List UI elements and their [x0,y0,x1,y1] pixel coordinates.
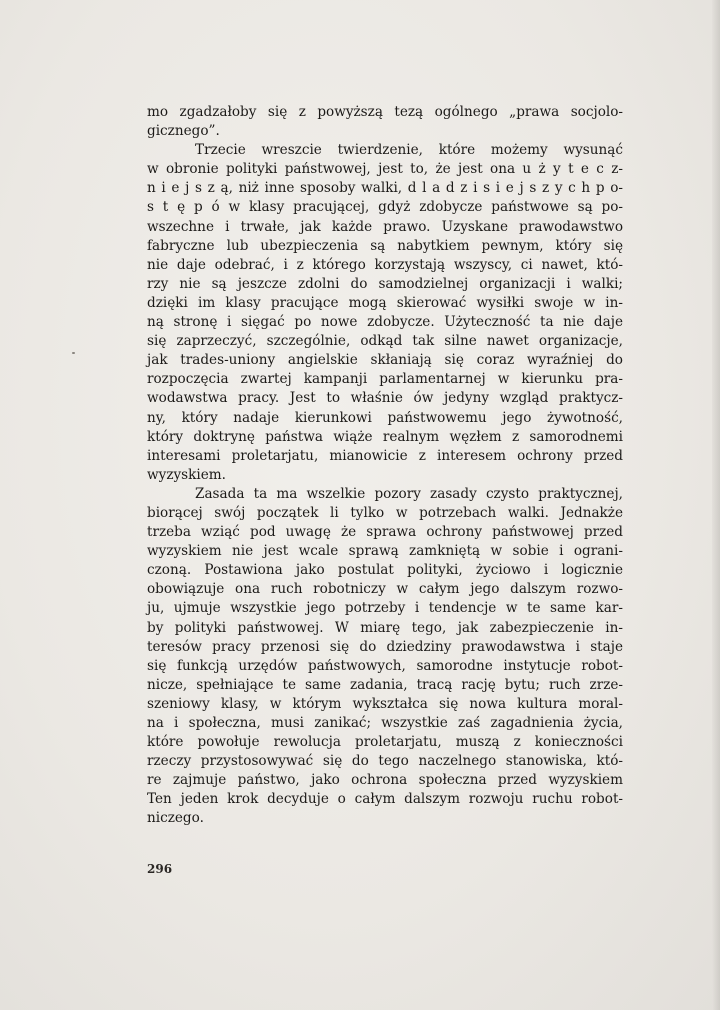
text-line: biorącej swój początek li tylko w potrzebach walki. Jednakże [147,504,623,521]
text-line: wyzyskiem nie jest wcale sprawą zamkniętą w sobie i ograni- [147,543,623,560]
text-line: w obronie polityki państwowej, jest to, że jest ona u ż y t e c z- [147,161,623,178]
text-line: Ten jeden krok decyduje o całym dalszym rozwoju ruchu robot- [147,791,623,808]
text-line: czoną. Postawiona jako postulat polityki, życiowo i logicznie [147,562,623,579]
page-edge-shadow [712,0,720,1010]
text-line: niczego. [147,810,204,827]
text-line: interesami proletarjatu, mianowicie z interesem ochrony przed [147,447,623,464]
text-line: jak trades-uniony angielskie skłaniają się coraz wyraźniej do [147,352,623,369]
text-line: wodawstwa pracy. Jest to właśnie ów jedyny wzgląd praktycz- [147,390,623,407]
text-line: Zasada ta ma wszelkie pozory zasady czysto praktycznej, [195,485,623,502]
body-text [147,103,623,829]
text-line: mo zgadzałoby się z powyższą tezą ogólnego „prawa socjolo- [147,104,623,120]
text-line: szeniowy klasy, w którym wykształca się nowa kultura moral- [147,695,623,712]
text-line: wyzyskiem. [147,466,226,483]
text-line: gicznego”. [147,123,220,140]
text-line: nie daje odebrać, i z którego korzystają wszyscy, ci nawet, któ- [147,256,623,273]
text-line: s t ę p ó w klasy pracującej, gdyż zdobycze państwowe są po- [147,199,623,216]
text-line: rzy nie są jeszcze zdolni do samodzielnej organizacji i walki; [147,275,623,292]
text-line: się funkcją urzędów państwowych, samorodne instytucje robot- [147,657,623,674]
text-line: teresów pracy przenosi się do dziedziny prawodawstwa i staje [147,638,623,655]
text-line: rzeczy przystosowywać się do tego naczelnego stanowiska, któ- [147,753,623,770]
text-line: się zaprzeczyć, szczególnie, odkąd tak silne nawet organizacje, [147,333,623,350]
text-line: nicze, spełniające te same zadania, tracą rację bytu; ruch zrze- [147,676,623,693]
text-line: wszechne i trwałe, jak każde prawo. Uzyskane prawodawstwo [147,218,623,235]
page-number: 296 [147,862,173,876]
text-line: fabryczne lub ubezpieczenia są nabytkiem pewnym, który się [147,237,623,254]
text-line: dzięki im klasy pracujące mogą skierować wysiłki swoje w in- [147,294,623,311]
text-line: ny, który nadaje kierunkowi państwowemu jego żywotność, [147,409,623,426]
text-line: na i społeczna, musi zanikać; wszystkie zaś zagadnienia życia, [147,715,623,731]
text-line: by polityki państwowej. W miarę tego, jak zabezpieczenie in- [147,619,623,636]
text-line: re zajmuje państwo, jako ochrona społeczna przed wyzyskiem [147,772,623,789]
text-line: rozpoczęcia zwartej kampanji parlamentarnej w kierunku pra- [147,371,623,388]
text-line: ju, ujmuje wszystkie jego potrzeby i tendencje w te same kar- [147,600,623,617]
text-line: obowiązuje ona ruch robotniczy w całym jego dalszym rozwo- [147,581,623,598]
text-line: który doktrynę państwa wiąże realnym węzłem z samorodnemi [147,428,623,445]
text-line: Trzecie wreszcie twierdzenie, które możemy wysunąć [195,142,623,159]
text-line: trzeba wziąć pod uwagę że sprawa ochrony państwowej przed [147,524,623,541]
text-line: ną stronę i sięgać po nowe zdobycze. Użyteczność ta nie daje [147,314,623,331]
text-line: n i e j s z ą, niż inne sposoby walki, d l a d z i s i e j s z y c h p o- [147,180,623,197]
text-line: które powołuje rewolucja proletarjatu, muszą z konieczności [147,734,623,751]
paper-speck [72,352,75,354]
